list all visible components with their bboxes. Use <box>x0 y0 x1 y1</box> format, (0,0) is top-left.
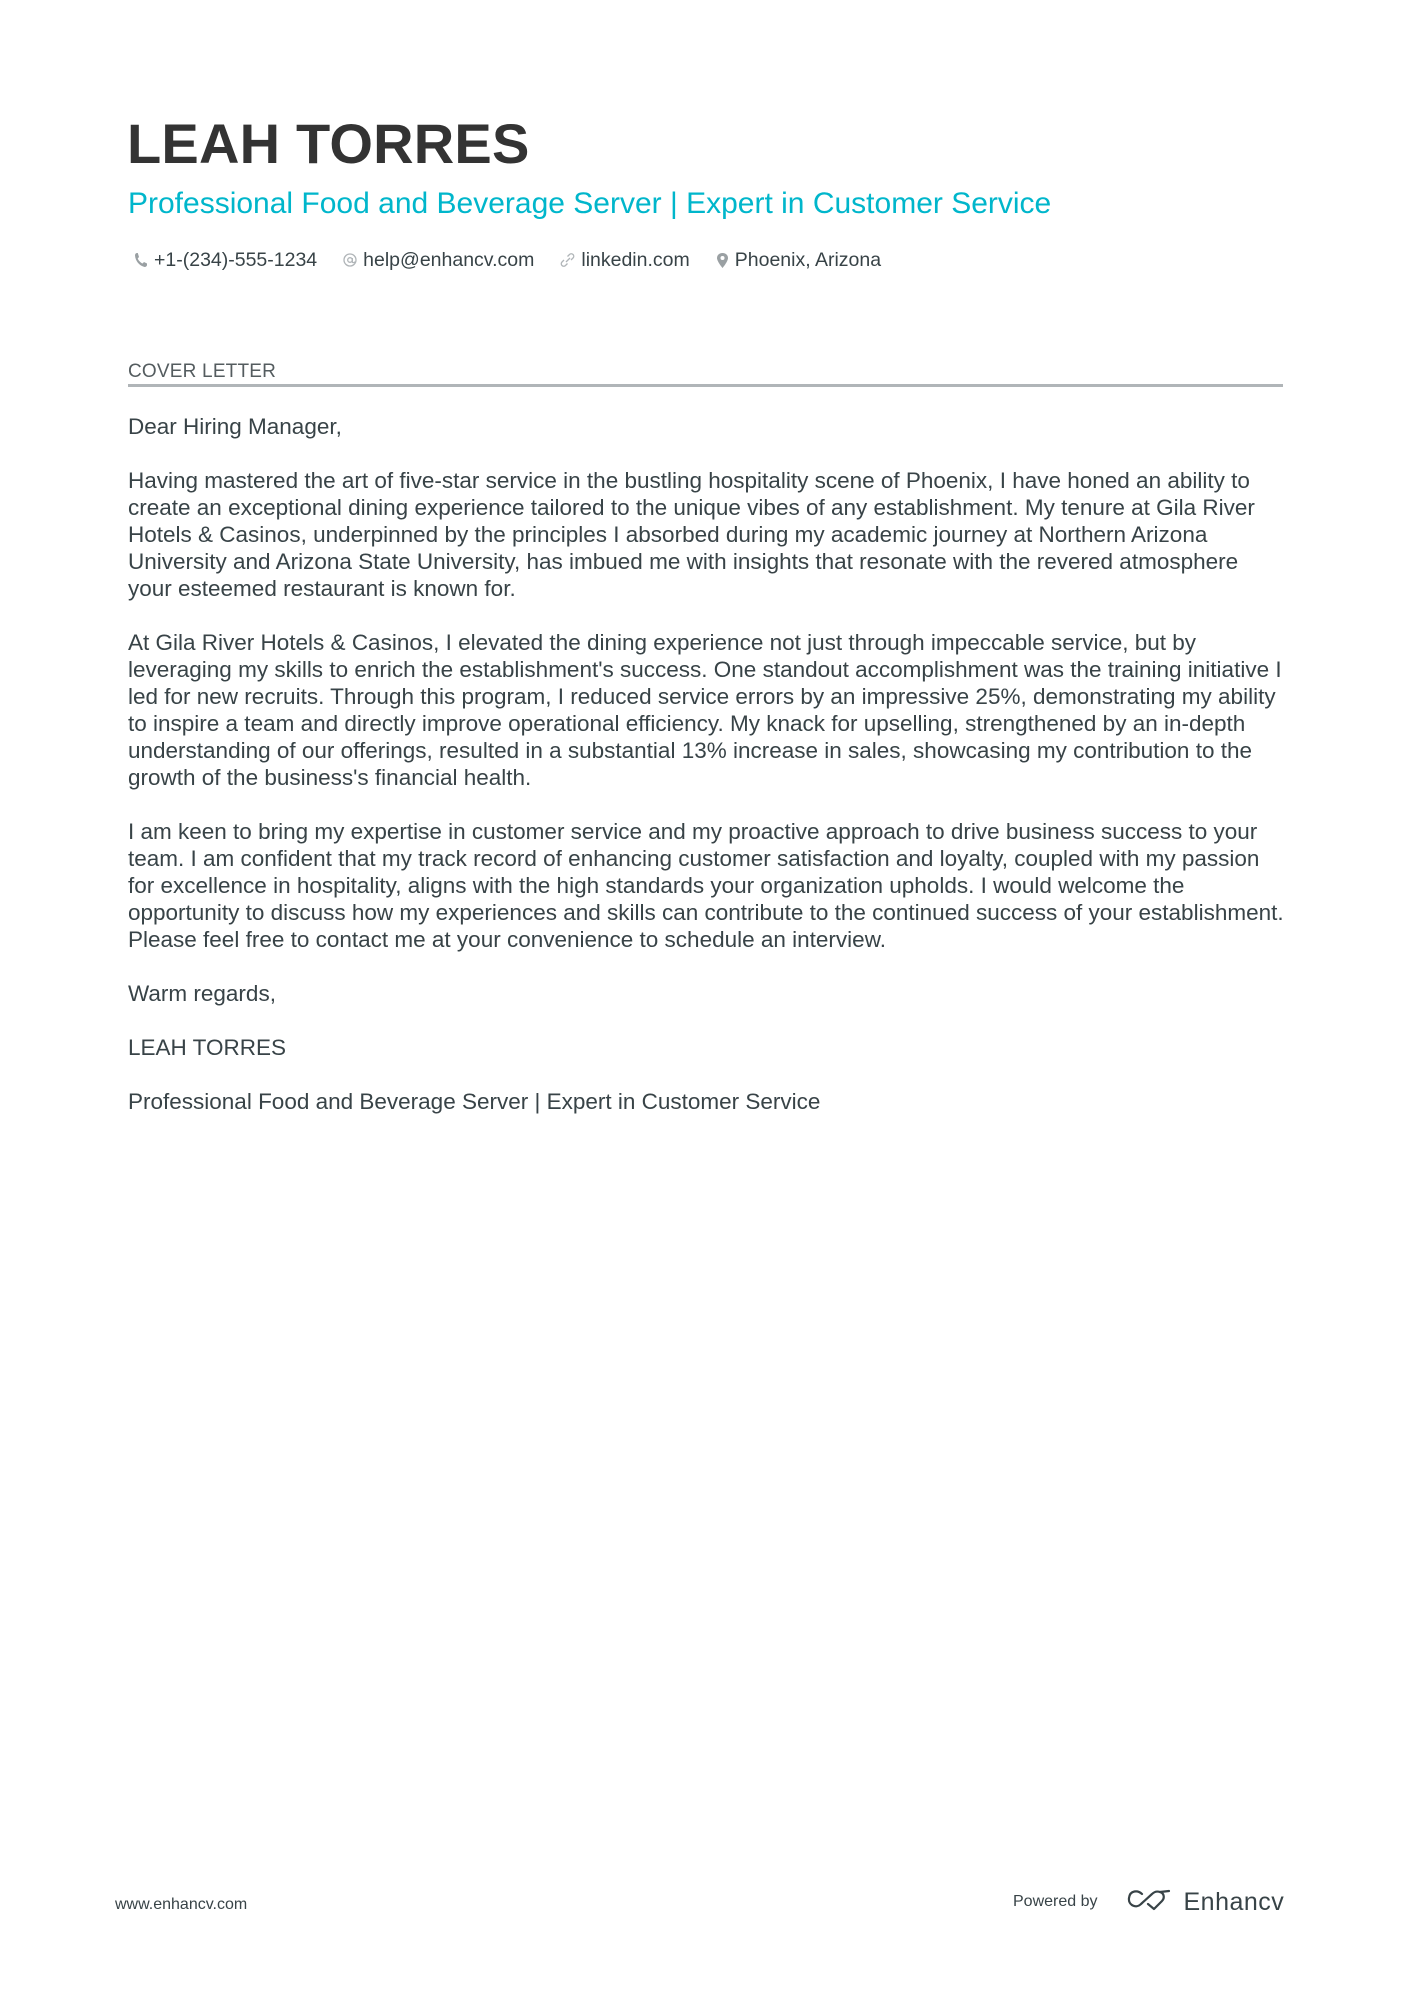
salutation: Dear Hiring Manager, <box>128 414 342 439</box>
footer-branding[interactable] <box>1013 1886 1284 1918</box>
enhancv-brand-name: Enhancv <box>1183 1887 1285 1916</box>
letter-paragraph-1: Having mastered the art of five-star service in the bustling hospitality scene of Phoenix, I have honed an ability to create an exceptional dining experience tailored to the unique vibes of any establishment. My tenure at Gila River Hotels & Casinos, underpinned by the principles I absorbed during my academic journey at Northern Arizona University and Arizona State University, has imbued me with insights that resonate with the revered atmosphere your esteemed restaurant is known for. <box>128 468 1255 601</box>
signature-name: LEAH TORRES <box>128 1035 286 1060</box>
applicant-name: LEAH TORRES <box>127 112 530 175</box>
letter-paragraph-2: At Gila River Hotels & Casinos, I elevated the dining experience not just through impeccable service, but by leveraging my skills to enrich the establishment's success. One standout accomplishment was the training initiative I led for new recruits. Through this program, I reduced service errors by an impressive 25%, demonstrating my ability to inspire a team and directly improve operational efficiency. My knack for upselling, strengthened by an in-depth understanding of our offerings, resulted in a substantial 13% increase in sales, showcasing my contribution to the growth of the business's financial health. <box>128 630 1282 790</box>
footer-website-link[interactable]: www.enhancv.com <box>115 1896 248 1913</box>
phone-text: +1-(234)-555-1234 <box>154 249 318 271</box>
signature-title: Professional Food and Beverage Server | Expert in Customer Service <box>128 1089 821 1114</box>
applicant-headline: Professional Food and Beverage Server | Expert in Customer Service <box>128 187 1052 220</box>
letter-body <box>128 413 1288 1142</box>
enhancv-logo-icon <box>1126 1888 1172 1917</box>
location-text: Phoenix, Arizona <box>734 249 882 271</box>
powered-by-label: Powered by <box>1013 1893 1098 1910</box>
contact-linkedin[interactable] <box>560 246 689 274</box>
link-icon <box>560 252 575 268</box>
section-divider <box>128 384 1283 387</box>
at-icon <box>343 252 357 268</box>
contact-info-row <box>134 246 881 274</box>
contact-phone <box>134 246 317 274</box>
section-title-cover-letter: COVER LETTER <box>128 361 277 382</box>
email-text: help@enhancv.com <box>363 249 535 271</box>
linkedin-text: linkedin.com <box>581 249 690 271</box>
closing: Warm regards, <box>128 981 276 1006</box>
phone-icon <box>134 252 148 268</box>
contact-location <box>716 246 881 274</box>
location-pin-icon <box>716 252 729 269</box>
contact-email[interactable] <box>343 246 534 274</box>
letter-paragraph-3: I am keen to bring my expertise in customer service and my proactive approach to drive business success to your team. I am confident that my track record of enhancing customer satisfaction and loyalty, coupled with my passion for excellence in hospitality, aligns with the high standards your organization upholds. I would welcome the opportunity to discuss how my experiences and skills can contribute to the continued success of your establishment. Please feel free to contact me at your convenience to schedule an interview. <box>128 819 1284 952</box>
